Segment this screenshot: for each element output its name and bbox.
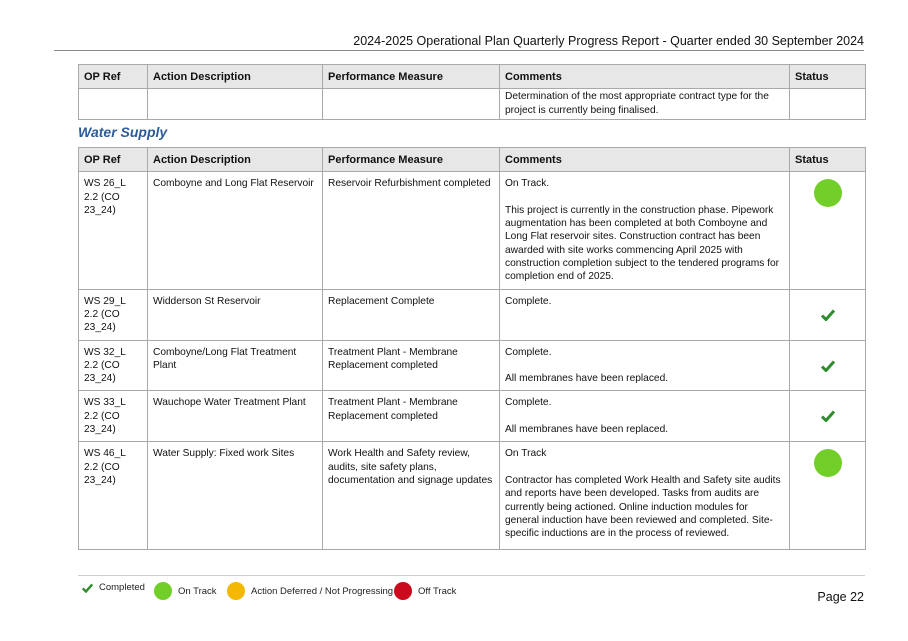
table-header-row <box>79 148 866 172</box>
cell-measure <box>323 89 500 120</box>
column-header-op-ref: OP Ref <box>79 148 148 172</box>
cell-op-ref <box>79 89 148 120</box>
column-header-action: Action Description <box>148 65 323 89</box>
cell-status <box>790 340 866 391</box>
legend-label: On Track <box>178 585 217 597</box>
cell-op-ref: WS 32_L 2.2 (CO 23_24) <box>79 340 148 391</box>
cell-action <box>148 89 323 120</box>
column-header-measure: Performance Measure <box>323 65 500 89</box>
legend-label: Off Track <box>418 585 457 597</box>
table-header-row <box>79 65 866 89</box>
section-title: Water Supply <box>78 124 168 140</box>
checkmark-icon <box>82 583 93 593</box>
checkmark-icon <box>821 410 835 422</box>
cell-action: Wauchope Water Treatment Plant <box>148 391 323 442</box>
cell-measure: Treatment Plant - Membrane Replacement completed <box>323 340 500 391</box>
cell-comments: Complete. <box>500 289 790 340</box>
cell-comments: On Track Contractor has completed Work Health and Safety site audits and reports have been developed. Tasks from audits are currently being actioned. Online induction modules for general induction have been reviewed and completed. Site-specific inductions are in the process of reviewed. <box>500 442 790 550</box>
cell-status <box>790 89 866 120</box>
legend-label: Action Deferred / Not Progressing <box>251 585 394 597</box>
cell-op-ref: WS 26_L 2.2 (CO 23_24) <box>79 172 148 289</box>
page-number: Page 22 <box>817 590 864 604</box>
column-header-comments: Comments <box>500 148 790 172</box>
cell-comments: Complete. All membranes have been replaced. <box>500 391 790 442</box>
table-row <box>79 340 866 391</box>
legend-label: Completed <box>99 582 145 593</box>
legend-item-deferred <box>227 582 393 600</box>
cell-op-ref: WS 29_L 2.2 (CO 23_24) <box>79 289 148 340</box>
column-header-action: Action Description <box>148 148 323 172</box>
column-header-status: Status <box>790 148 866 172</box>
carryover-table <box>78 64 866 120</box>
cell-comments: Complete. All membranes have been replaced. <box>500 340 790 391</box>
cell-op-ref: WS 33_L 2.2 (CO 23_24) <box>79 391 148 442</box>
legend-item-completed <box>82 582 145 593</box>
header-divider <box>54 50 864 51</box>
table-row <box>79 442 866 550</box>
table-row <box>79 391 866 442</box>
cell-status <box>790 442 866 550</box>
column-header-status: Status <box>790 65 866 89</box>
cell-action: Comboyne and Long Flat Reservoir <box>148 172 323 289</box>
cell-comments: Determination of the most appropriate contract type for the project is currently being finalised. <box>500 89 790 120</box>
cell-status <box>790 391 866 442</box>
on-track-status-icon <box>814 449 842 477</box>
cell-action: Widderson St Reservoir <box>148 289 323 340</box>
report-header-title: 2024-2025 Operational Plan Quarterly Progress Report - Quarter ended 30 September 2024 <box>353 34 864 48</box>
column-header-op-ref: OP Ref <box>79 65 148 89</box>
column-header-comments: Comments <box>500 65 790 89</box>
cell-measure: Replacement Complete <box>323 289 500 340</box>
column-header-measure: Performance Measure <box>323 148 500 172</box>
on-track-status-icon <box>814 179 842 207</box>
cell-comments: On Track. This project is currently in the construction phase. Pipework augmentation has been completed at both Comboyne and Long Flat reservoir sites. Construction contract has been awarded with site works commencing April 2025 with construction completion subject to the tendered programs for completion end of 2025. <box>500 172 790 289</box>
amber-dot-icon <box>227 582 245 600</box>
table-row <box>79 289 866 340</box>
green-dot-icon <box>154 582 172 600</box>
cell-status <box>790 172 866 289</box>
cell-measure: Treatment Plant - Membrane Replacement completed <box>323 391 500 442</box>
cell-op-ref: WS 46_L 2.2 (CO 23_24) <box>79 442 148 550</box>
cell-action: Water Supply: Fixed work Sites <box>148 442 323 550</box>
status-legend <box>78 575 865 604</box>
legend-item-off-track <box>394 582 456 600</box>
cell-status <box>790 289 866 340</box>
checkmark-icon <box>821 360 835 372</box>
cell-action: Comboyne/Long Flat Treatment Plant <box>148 340 323 391</box>
legend-item-on-track <box>154 582 217 600</box>
table-row <box>79 89 866 120</box>
cell-measure: Reservoir Refurbishment completed <box>323 172 500 289</box>
water-supply-table <box>78 147 866 550</box>
cell-measure: Work Health and Safety review, audits, site safety plans, documentation and signage updates <box>323 442 500 550</box>
table-row <box>79 172 866 289</box>
red-dot-icon <box>394 582 412 600</box>
checkmark-icon <box>821 309 835 321</box>
